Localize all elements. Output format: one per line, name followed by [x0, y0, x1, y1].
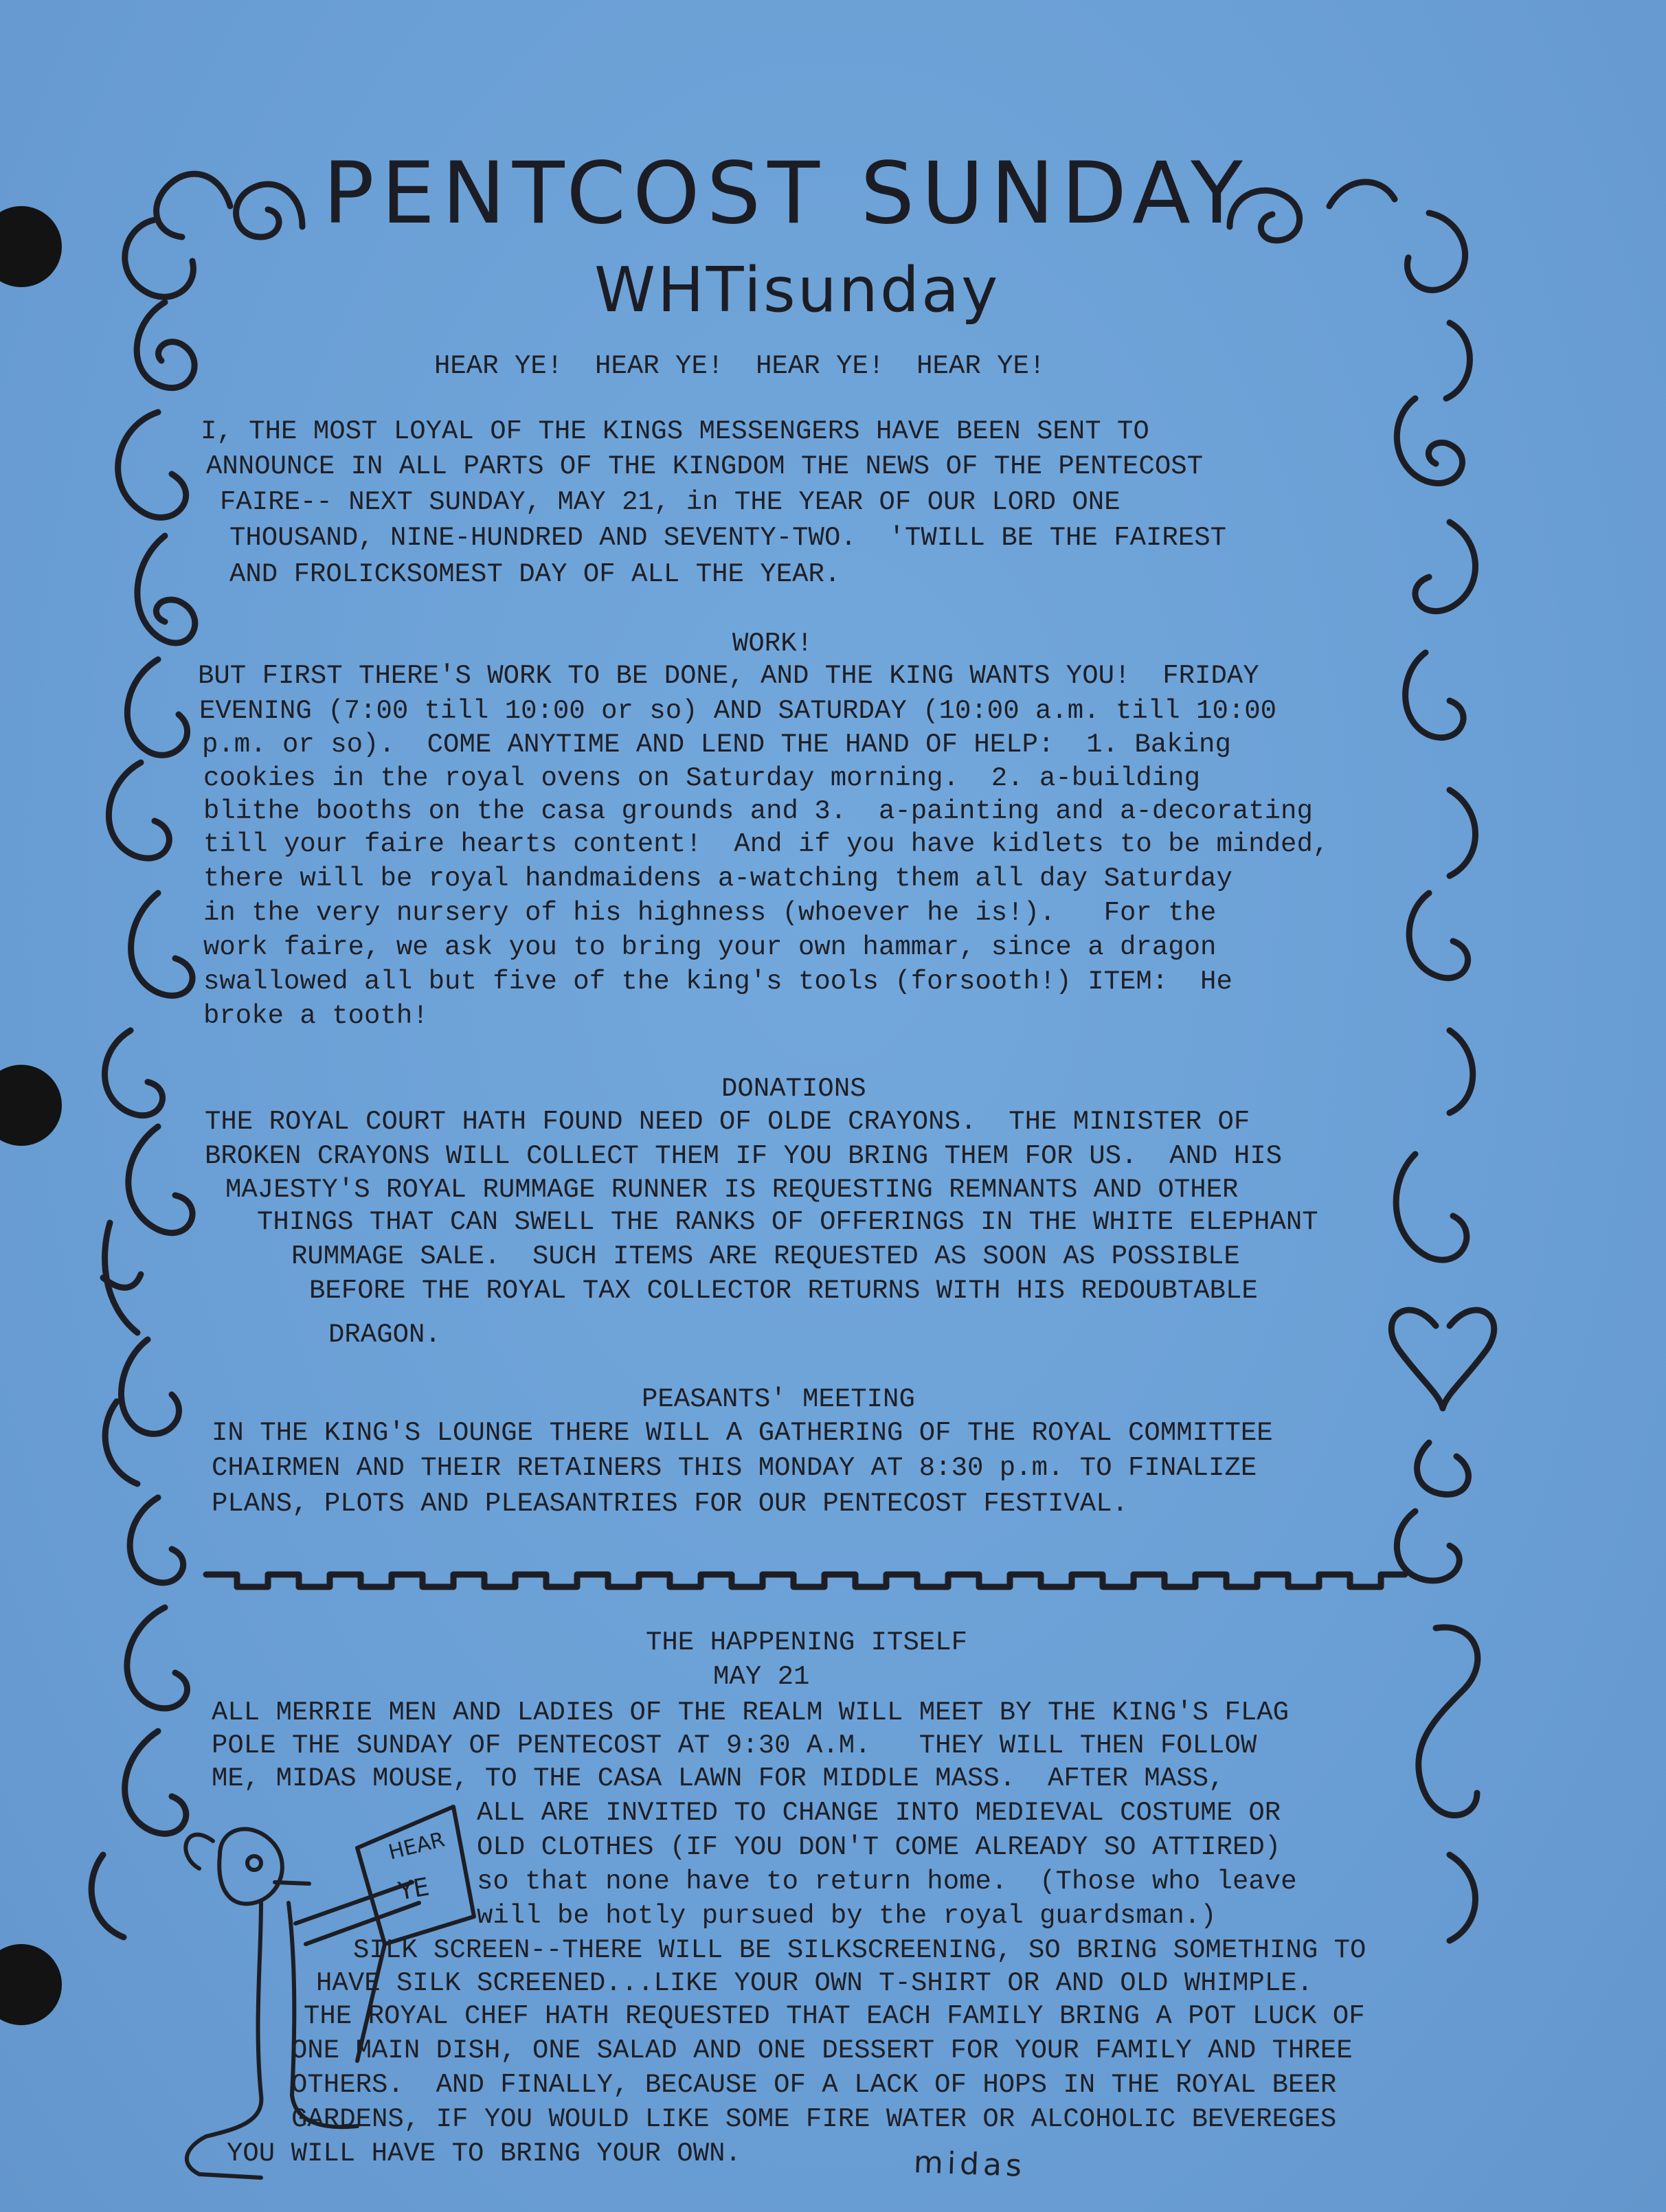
donations-line: MAJESTY'S ROYAL RUMMAGE RUNNER IS REQUESTING REMNANTS AND OTHER: [225, 1175, 1239, 1205]
scroll-flourish-right: [1230, 182, 1395, 240]
happening-line: ONE MAIN DISH, ONE SALAD AND ONE DESSERT FOR YOUR FAMILY AND THREE: [291, 2035, 1353, 2066]
work-line: broke a tooth!: [203, 1001, 429, 1031]
intro-line: ANNOUNCE IN ALL PARTS OF THE KINGDOM THE NEWS OF THE PENTECOST: [206, 451, 1204, 482]
work-line: swallowed all but five of the king's tools (forsooth!) ITEM: He: [203, 967, 1232, 997]
work-line: in the very nursery of his highness (whoever he is!). For the: [203, 898, 1217, 928]
intro-line: FAIRE-- NEXT SUNDAY, MAY 21, in THE YEAR OF OUR LORD ONE: [220, 487, 1121, 517]
left-border-flourishes: [91, 220, 195, 1937]
sign-text-hear: HEAR: [385, 1827, 447, 1865]
page-title: PENTCOST SUNDAY: [323, 144, 1250, 243]
signature: midas: [913, 2145, 1026, 2184]
happening-line: OLD CLOTHES (IF YOU DON'T COME ALREADY SO ATTIRED): [477, 1832, 1281, 1862]
work-line: p.m. or so). COME ANYTIME AND LEND THE HAND OF HELP: 1. Baking: [202, 730, 1231, 760]
happening-line: POLE THE SUNDAY OF PENTECOST AT 9:30 A.M. THEY WILL THEN FOLLOW: [212, 1730, 1257, 1761]
happening-line: SILK SCREEN--THERE WILL BE SILKSCREENING, SO BRING SOMETHING TO: [353, 1935, 1366, 1965]
happening-line: so that none have to return home. (Those who leave: [477, 1866, 1297, 1897]
donations-line: BROKEN CRAYONS WILL COLLECT THEM IF YOU BRING THEM FOR US. AND HIS: [205, 1141, 1283, 1171]
happening-line: will be hotly pursued by the royal guardsman.): [477, 1901, 1217, 1931]
happening-line: ME, MIDAS MOUSE, TO THE CASA LAWN FOR MIDDLE MASS. AFTER MASS,: [212, 1763, 1225, 1794]
happening-heading: THE HAPPENING ITSELF: [646, 1627, 968, 1658]
sign-text-ye: YE: [396, 1873, 431, 1906]
intro-line: AND FROLICKSOMEST DAY OF ALL THE YEAR.: [229, 559, 841, 589]
work-line: cookies in the royal ovens on Saturday morning. 2. a-building: [203, 763, 1201, 793]
happening-line: GARDENS, IF YOU WOULD LIKE SOME FIRE WATER OR ALCOHOLIC BEVEREGES: [291, 2104, 1337, 2134]
work-line: BUT FIRST THERE'S WORK TO BE DONE, AND THE KING WANTS YOU! FRIDAY: [198, 661, 1259, 691]
happening-line: HAVE SILK SCREENED...LIKE YOUR OWN T-SHIRT OR AND OLD WHIMPLE.: [316, 1968, 1314, 1998]
crenellated-divider: [206, 1575, 1405, 1587]
donations-line: THE ROYAL COURT HATH FOUND NEED OF OLDE CRAYONS. THE MINISTER OF: [205, 1107, 1250, 1137]
work-line: till your faire hearts content! And if you have kidlets to be minded,: [203, 829, 1329, 859]
work-line: blithe booths on the casa grounds and 3. a-painting and a-decorating: [203, 796, 1313, 826]
intro-line: THOUSAND, NINE-HUNDRED AND SEVENTY-TWO. 'TWILL BE THE FAIREST: [229, 523, 1227, 553]
work-line: EVENING (7:00 till 10:00 or so) AND SATURDAY (10:00 a.m. till 10:00: [199, 696, 1277, 726]
donations-heading: DONATIONS: [721, 1074, 866, 1104]
meeting-heading: PEASANTS' MEETING: [642, 1384, 915, 1414]
announcement-heading: HEAR YE! HEAR YE! HEAR YE! HEAR YE!: [434, 351, 1046, 381]
work-heading: WORK!: [732, 629, 813, 659]
meeting-line: IN THE KING'S LOUNGE THERE WILL A GATHERING OF THE ROYAL COMMITTEE: [212, 1418, 1273, 1448]
happening-line: ALL MERRIE MEN AND LADIES OF THE REALM WILL MEET BY THE KING'S FLAG: [212, 1697, 1290, 1728]
donations-line: BEFORE THE ROYAL TAX COLLECTOR RETURNS WITH HIS REDOUBTABLE: [309, 1276, 1258, 1306]
right-border-flourishes: [1391, 213, 1494, 1941]
donations-line: DRAGON.: [328, 1320, 441, 1350]
scroll-flourish-left: [157, 174, 302, 237]
intro-line: I, THE MOST LOYAL OF THE KINGS MESSENGERS HAVE BEEN SENT TO: [201, 416, 1149, 447]
meeting-line: PLANS, PLOTS AND PLEASANTRIES FOR OUR PENTECOST FESTIVAL.: [212, 1489, 1129, 1519]
work-line: work faire, we ask you to bring your own hammar, since a dragon: [203, 932, 1217, 962]
happening-line: YOU WILL HAVE TO BRING YOUR OWN.: [227, 2138, 741, 2169]
page-subtitle: WHTisunday: [594, 254, 1000, 326]
meeting-line: CHAIRMEN AND THEIR RETAINERS THIS MONDAY AT 8:30 p.m. TO FINALIZE: [212, 1453, 1257, 1483]
donations-line: RUMMAGE SALE. SUCH ITEMS ARE REQUESTED AS SOON AS POSSIBLE: [291, 1241, 1240, 1272]
work-line: there will be royal handmaidens a-watching them all day Saturday: [203, 864, 1232, 894]
happening-line: THE ROYAL CHEF HATH REQUESTED THAT EACH FAMILY BRING A POT LUCK OF: [304, 2001, 1365, 2031]
happening-date: MAY 21: [713, 1662, 810, 1692]
happening-line: OTHERS. AND FINALLY, BECAUSE OF A LACK OF HOPS IN THE ROYAL BEER: [291, 2070, 1337, 2100]
donations-line: THINGS THAT CAN SWELL THE RANKS OF OFFERINGS IN THE WHITE ELEPHANT: [257, 1207, 1318, 1237]
happening-line: ALL ARE INVITED TO CHANGE INTO MEDIEVAL COSTUME OR: [477, 1798, 1281, 1828]
